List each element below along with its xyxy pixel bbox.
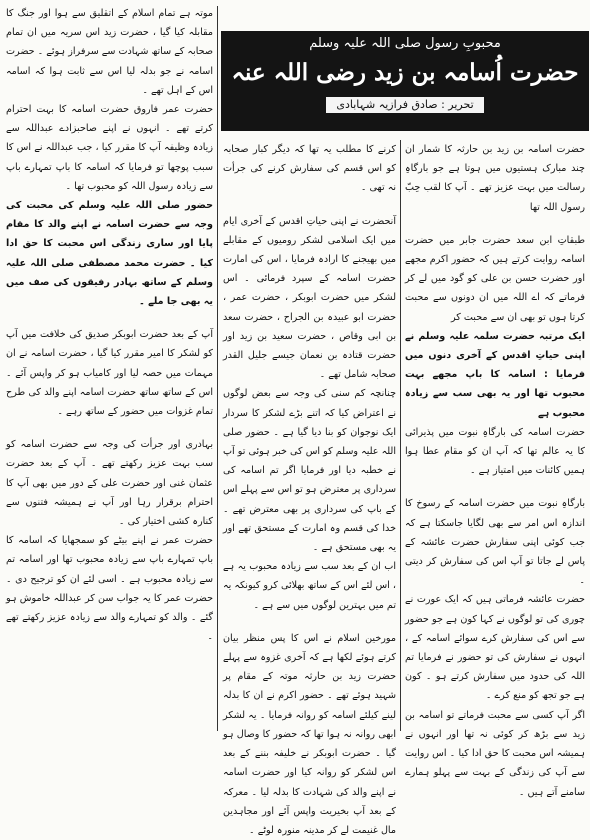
paragraph: مورخین اسلام نے اس کا پس منظر بیان کرتے ہوئے لکھا ہے کہ آخری غزوہ سے پہلے حضرت زید بن حارثہ موتہ کے مقام پر شہید ہوئے تھے ۔ حضور اکرم نے ان کا بدلہ لینے کیلئے اسامہ کو روانہ فرمایا ۔ یہ لشکر ابھی روانہ نہ ہوا تھا کہ حضور کا وصال ہو گیا ۔ حضرت ابوبکر نے خلیفہ بننے کے بعد اس لشکر کو روانہ کیا اور حضرت اسامہ نے اپنے والد کی شہادت کا بدلہ لیا ۔ معرکہ کے بعد آپ بخیریت واپس آئے اور مجاہدین مال غنیمت لے کر مدینہ منورہ لوٹے ۔ [223, 632, 396, 836]
article-header [221, 31, 589, 131]
paragraph: آنحضرت نے اپنی حیاتِ اقدس کے آخری ایام میں ایک اسلامی لشکر رومیوں کے مقابلے میں بھیجنے کا ارادہ فرمایا ، اس کی امارت حضرت اسامہ کے سپرد فرمائی ۔ اس لشکر میں حضرت ابوبکر ، حضرت عمر ، حضرت ابو عبیدہ بن الجراح ، حضرت سعد بن ابی وقاص ، حضرت سعید بن زید اور حضرت قتادہ بن نعمان جیسے جلیل القدر صحابہ شامل تھے ۔ [223, 215, 396, 381]
column-divider [400, 140, 401, 731]
header-byline: تحریر : صادق فرازیہ شہابادی [326, 97, 483, 113]
paragraph: اگر آپ کسی سے محبت فرماتے تو اسامہ بن زید سے بڑھ کر کوئی نہ تھا اور انہوں نے ہمیشہ اس محبت کا حق ادا کیا ۔ اس روایت سے آپ کی زندگی کے بہت سے پہلو ہمارے سامنے آتے ہیں ۔ [405, 709, 585, 798]
paragraph: اب ان کے بعد سب سے زیادہ محبوب یہ ہے ، اس لئے اس کے ساتھ بھلائی کرو کیونکہ یہ تم میں بہترین لوگوں میں سے ہے ۔ [223, 561, 396, 611]
paragraph: آپ کے بعد حضرت ابوبکر صدیق کی خلافت میں آپ کو لشکر کا امیر مقرر کیا گیا ، حضرت اسامہ نے ان مہمات میں حصہ لیا اور کامیاب ہو کر واپس آئے ۔ اس کے ساتھ ساتھ حضرت اسامہ اپنے والد کی طرح تمام غزوات میں حضور کے ساتھ رہے ۔ [6, 329, 213, 418]
article-column-right [405, 140, 585, 798]
paragraph: حضور صلی اللہ علیہ وسلم کی محبت کی وجہ سے حضرت اسامہ نے اپنے والد کا مقام پایا اور ساری زندگی اس محبت کا حق ادا کیا ۔ حضرت محمد مصطفی صلی اللہ علیہ وسلم کے ساتھ بہادر رفیقوں کی صف میں یہ بھی جا ملے ۔ [6, 200, 213, 308]
header-kicker: محبوبِ رسول صلی اللہ علیہ وسلم [309, 36, 501, 51]
paragraph: کرنے کا مطلب یہ تھا کہ دیگر کبار صحابہ کو اس قسم کی سفارش کرنے کی جرأت نہ تھی ۔ [223, 144, 396, 194]
paragraph: حضرت اسامہ بن زید بن حارثہ کا شمار ان چند مبارک ہستیوں میں ہوتا ہے جو بارگاہِ رسالت میں بہت عزیز تھے ۔ آپ کا لقب حِبّ رسول اللہ تھا [405, 144, 585, 213]
paragraph: چنانچہ کم سنی کی وجہ سے بعض لوگوں نے اعتراض کیا کہ اتنے بڑے لشکر کا سردار ایک نوجوان کو بنا دیا گیا ہے ۔ حضور صلی اللہ علیہ وسلم کو اس کی خبر ہوئی تو آپ نے خطبہ دیا اور فرمایا اگر تم اسامہ کی سرداری پر معترض ہو تو اس سے پہلے اس کے باپ کی سرداری پر بھی معترض تھے ۔ خدا کی قسم وہ امارت کے مستحق تھے اور یہ بھی مستحق ہے ۔ [223, 388, 396, 554]
paragraph: حضرت عمر نے اپنے بیٹے کو سمجھایا کہ اسامہ کا باپ تمہارے باپ سے زیادہ محبوب تھا اور اسامہ تم سے زیادہ محبوب ہے ۔ اسی لئے ان کو ترجیح دی ۔ حضرت عمر کا یہ جواب سن کر عبداللہ خاموش ہو گئے ۔ والد کو تمہارے والد سے زیادہ عزیز رکھتے تھے ۔ [6, 535, 213, 643]
paragraph: حضرت عائشہ فرماتی ہیں کہ ایک عورت نے چوری کی تو لوگوں نے کہا کون ہے جو حضور سے اس کی سفارش کرے سوائے اسامہ کے ، انہوں نے سفارش کی تو حضور نے فرمایا تم اللہ کی حدود میں سفارش کرتے ہو ۔ کون ہے جو تجھ کو منع کرے ۔ [405, 594, 585, 702]
paragraph: بہادری اور جرأت کی وجہ سے حضرت اسامہ کو سب بہت عزیز رکھتے تھے ۔ آپ کے بعد حضرت عثمان غنی اور حضرت علی کے دور میں بھی آپ کا احترام برقرار رہا اور آپ نے ہمیشہ فتنوں سے کنارہ کشی اختیار کی ۔ [6, 439, 213, 528]
header-title: حضرت اُسامہ بن زید رضی اللہ عنہ [231, 59, 579, 86]
paragraph: ایک مرتبہ حضرت سلمہ علیہ وسلم نے اپنی حیاتِ اقدس کے آخری دنوں میں فرمایا : اسامہ کا باپ مجھے بہت محبوب تھا اور یہ بھی سب سے زیادہ محبوب ہے [405, 330, 585, 419]
paragraph: بارگاہِ نبوت میں حضرت اسامہ کے رسوخ کا اندازہ اس امر سے بھی لگایا جاسکتا ہے کہ جب کوئی اپنی سفارش حضرت عائشہ کے پاس لے جاتا تو آپ اس کی سفارش کر دیتی ۔ [405, 498, 585, 587]
paragraph: طبقاتِ ابن سعد حضرت جابر میں حضرت اسامہ روایت کرتے ہیں کہ حضور اکرم مجھے اور حضرت حسن بن علی کو گود میں لے کر فرماتے کہ اے اللہ میں ان دونوں سے محبت کرتا ہوں تو بھی ان سے محبت کر [405, 234, 585, 323]
article-column-left [6, 4, 213, 734]
paragraph: موتہ ہے تمام اسلام کے اتقلیق سے ہوا اور جنگ کا مقابلہ کیا گیا ، حضرت زید اس سریہ میں ان تمام صحابہ کے ساتھ شہادت سے سرفراز ہوئے ۔ حضرت اسامہ نے جو بدلہ لیا اس سے ثابت ہوا کہ اسامہ اس کے اہل تھے ۔ [6, 8, 213, 96]
article-column-middle [223, 140, 396, 836]
paragraph: حضرت عمر فاروق حضرت اسامہ کا بہت احترام کرتے تھے ۔ انہوں نے اپنے صاحبزادے عبداللہ سے زیادہ وظیفہ آپ کا مقرر کیا ، جب عبداللہ نے اس کا سبب پوچھا تو فرمایا کہ اسامہ کا باپ تمہارے باپ سے زیادہ رسول اللہ کو محبوب تھا ۔ [6, 104, 213, 192]
paragraph: حضرت اسامہ کی بارگاہِ نبوت میں پذیرائی کا یہ عالم تھا کہ آپ ان کو مقام عطا ہوا ہمیں کائنات میں امتیاز ہے ۔ [405, 426, 585, 477]
column-divider [217, 6, 218, 731]
